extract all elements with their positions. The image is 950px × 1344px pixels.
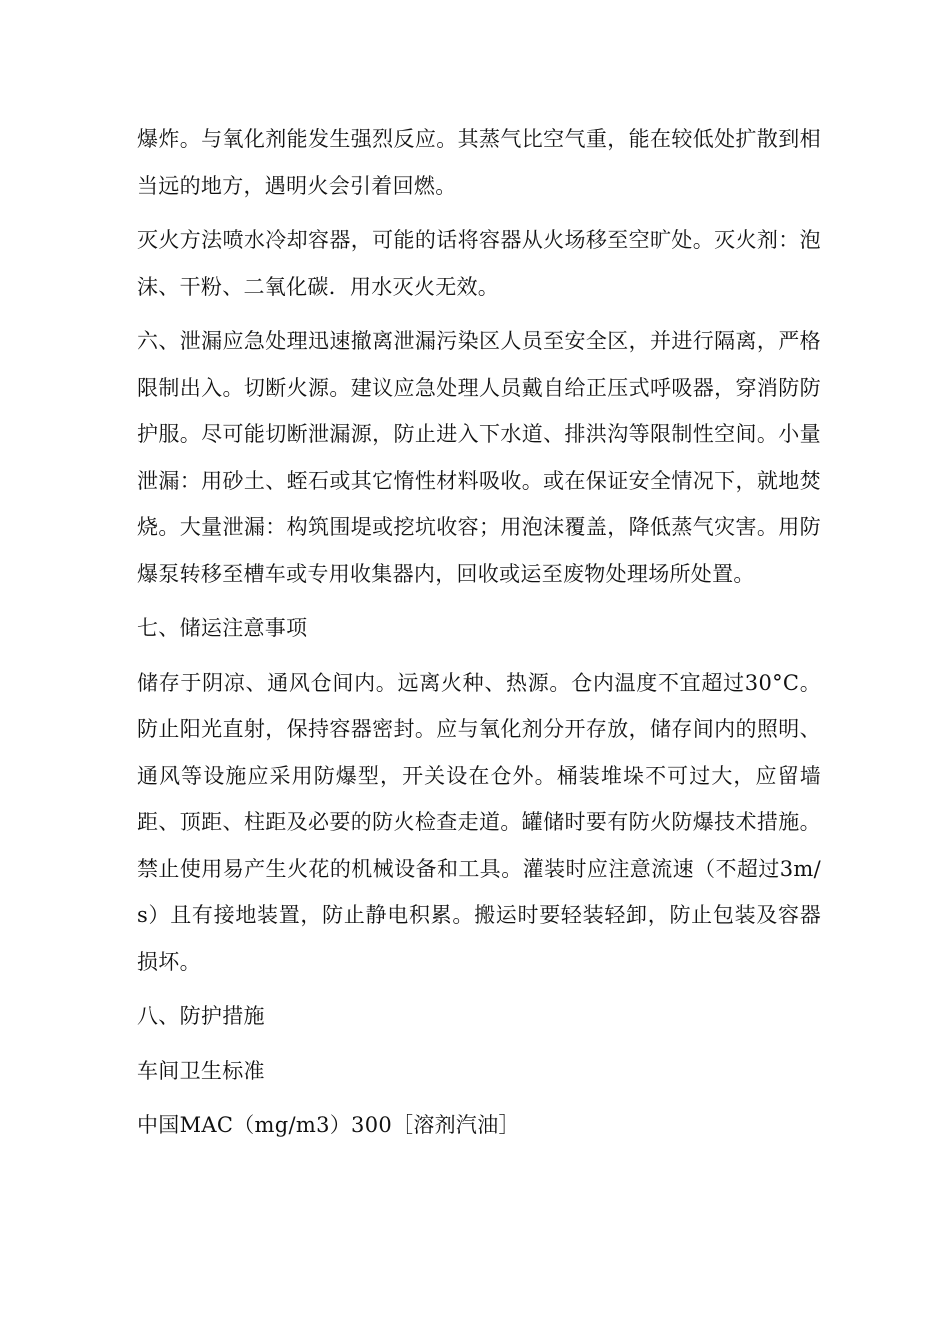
paragraph-workshop-standard: 车间卫生标准 bbox=[137, 1058, 265, 1083]
paragraph-china-mac: 中国MAC（mg/m3）300［溶剂汽油］ bbox=[137, 1113, 520, 1137]
section-heading-storage: 七、储运注意事项 bbox=[137, 616, 308, 640]
paragraph-explosion-hazard: 爆炸。与氧化剂能发生强烈反应。其蒸气比空气重，能在较低处扩散到相当远的地方，遇明火会引着回燃。 bbox=[137, 127, 821, 198]
paragraph-fire-fighting: 灭火方法喷水冷却容器，可能的话将容器从火场移至空旷处。灭火剂：泡沫、干粉、二氧化碳．用水灭火无效。 bbox=[137, 228, 821, 299]
paragraph-storage-notes: 储存于阴凉、通风仓间内。远离火种、热源。仓内温度不宜超过30°C。防止阳光直射，保持容器密封。应与氧化剂分开存放，储存间内的照明、通风等设施应采用防爆型，开关设在仓外。桶装堆垛不可过大，应留墙距、顶距、柱距及必要的防火检查走道。罐储时要有防火防爆技术措施。禁止使用易产生火花的机械设备和工具。灌装时应注意流速（不超过3m/s）且有接地装置，防止静电积累。搬运时要轻装轻卸，防止包装及容器损坏。 bbox=[137, 670, 821, 974]
paragraph-leak-emergency: 六、泄漏应急处理迅速撤离泄漏污染区人员至安全区，并进行隔离，严格限制出入。切断火源。建议应急处理人员戴自给正压式呼吸器，穿消防防护服。尽可能切断泄漏源，防止进入下水道、排洪沟等限制性空间。小量泄漏：用砂土、蛭石或其它惰性材料吸收。或在保证安全情况下，就地焚烧。大量泄漏：构筑围堤或挖坑收容；用泡沫覆盖，降低蒸气灾害。用防爆泵转移至槽车或专用收集器内，回收或运至废物处理场所处置。 bbox=[137, 329, 821, 586]
document-page bbox=[137, 116, 821, 1157]
section-heading-protection: 八、防护措施 bbox=[137, 1004, 265, 1028]
